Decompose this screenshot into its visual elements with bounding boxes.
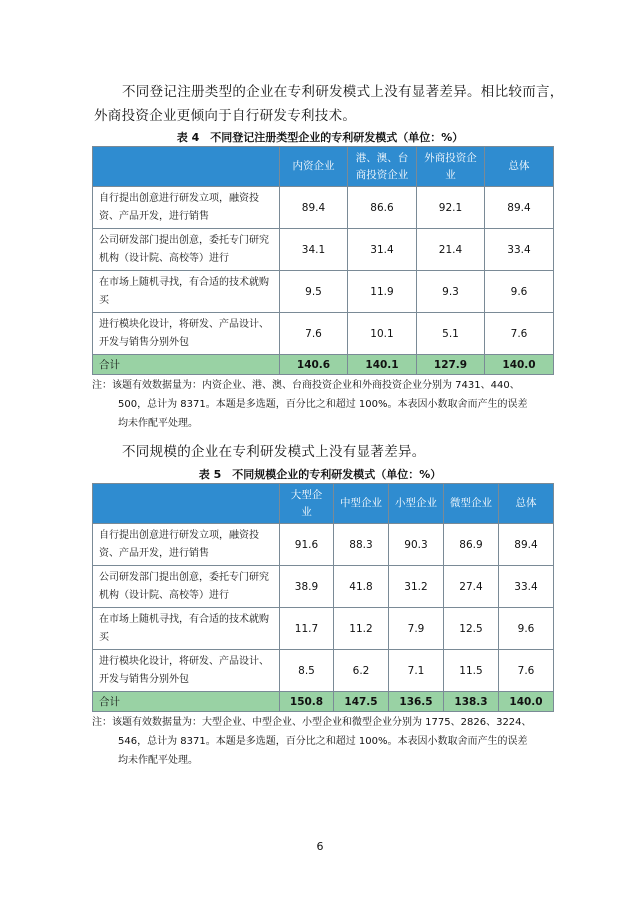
table-row [93,313,554,355]
total-value: 140.0 [485,355,554,375]
cell-value: 7.9 [389,608,444,650]
row-label: 公司研发部门提出创意，委托专门研究机构（设计院、高校等）进行 [93,566,280,608]
total-value: 147.5 [334,692,389,712]
cell-value: 11.2 [334,608,389,650]
table-5 [92,483,554,712]
note-line: 均未作配平处理。 [118,755,198,766]
cell-value: 34.1 [280,229,348,271]
cell-value: 6.2 [334,650,389,692]
cell-value: 91.6 [280,524,334,566]
cell-value: 9.6 [499,608,554,650]
cell-value: 9.5 [280,271,348,313]
total-value: 138.3 [444,692,499,712]
total-row [93,355,554,375]
cell-value: 33.4 [485,229,554,271]
total-value: 140.6 [280,355,348,375]
note-line: 注：该题有效数据量为：大型企业、中型企业、小型企业和微型企业分别为 1775、2826、3224、 [92,717,532,728]
note-line: 均未作配平处理。 [118,418,198,429]
row-label: 在市场上随机寻找，有合适的技术就购买 [93,608,280,650]
table-row [93,566,554,608]
total-value: 136.5 [389,692,444,712]
cell-value: 88.3 [334,524,389,566]
row-label: 自行提出创意进行研发立项，融资投资、产品开发，进行销售 [93,187,280,229]
cell-value: 9.6 [485,271,554,313]
table-row [93,608,554,650]
page-number: 6 [316,840,324,853]
header-cell: 小型企业 [389,484,444,524]
note-line: 注：该题有效数据量为：内资企业、港、澳、台商投资企业和外商投资企业分别为 7431、440、 [92,380,520,391]
table5-note [92,713,557,770]
cell-value: 90.3 [389,524,444,566]
total-label: 合计 [93,692,280,712]
cell-value: 7.6 [499,650,554,692]
cell-value: 89.4 [485,187,554,229]
cell-value: 86.6 [348,187,417,229]
row-label: 自行提出创意进行研发立项，融资投资、产品开发，进行销售 [93,524,280,566]
total-value: 150.8 [280,692,334,712]
row-label: 公司研发部门提出创意，委托专门研究机构（设计院、高校等）进行 [93,229,280,271]
row-label: 进行模块化设计，将研发、产品设计、开发与销售分别外包 [93,650,280,692]
table-row [93,187,554,229]
total-row [93,692,554,712]
header-cell: 总体 [485,147,554,187]
cell-value: 8.5 [280,650,334,692]
row-label: 在市场上随机寻找，有合适的技术就购买 [93,271,280,313]
cell-value: 86.9 [444,524,499,566]
cell-value: 11.9 [348,271,417,313]
table4-note [92,376,557,433]
table-row [93,229,554,271]
total-value: 140.1 [348,355,417,375]
header-cell: 内资企业 [280,147,348,187]
table4-caption: 表 4 不同登记注册类型企业的专利研发模式（单位：%） [176,131,464,144]
row-label: 进行模块化设计，将研发、产品设计、开发与销售分别外包 [93,313,280,355]
table-header-row [93,147,554,187]
cell-value: 7.6 [280,313,348,355]
cell-value: 12.5 [444,608,499,650]
total-value: 127.9 [417,355,485,375]
total-label: 合计 [93,355,280,375]
paragraph-2: 不同规模的企业在专利研发模式上没有显著差异。 [122,444,426,460]
header-cell [93,484,280,524]
note-line: 546，总计为 8371。本题是多选题，百分比之和超过 100%。本表因小数取舍而产生的误差 [118,736,528,747]
table-header-row [93,484,554,524]
cell-value: 38.9 [280,566,334,608]
cell-value: 92.1 [417,187,485,229]
cell-value: 11.7 [280,608,334,650]
header-cell: 港、澳、台商投资企业 [348,147,417,187]
header-cell: 外商投资企业 [417,147,485,187]
cell-value: 89.4 [280,187,348,229]
header-cell: 大型企业 [280,484,334,524]
cell-value: 11.5 [444,650,499,692]
cell-value: 89.4 [499,524,554,566]
cell-value: 7.1 [389,650,444,692]
cell-value: 31.2 [389,566,444,608]
total-value: 140.0 [499,692,554,712]
header-cell: 微型企业 [444,484,499,524]
paragraph-1: 不同登记注册类型的企业在专利研发模式上没有显著差异。相比较而言，外商投资企业更倾向于自行研发专利技术。 [94,84,564,124]
cell-value: 5.1 [417,313,485,355]
cell-value: 10.1 [348,313,417,355]
cell-value: 27.4 [444,566,499,608]
table-row [93,524,554,566]
header-cell: 中型企业 [334,484,389,524]
cell-value: 9.3 [417,271,485,313]
cell-value: 31.4 [348,229,417,271]
table-row [93,271,554,313]
cell-value: 41.8 [334,566,389,608]
header-cell: 总体 [499,484,554,524]
table5-caption: 表 5 不同规模企业的专利研发模式（单位：%） [198,468,442,481]
note-line: 500，总计为 8371。本题是多选题，百分比之和超过 100%。本表因小数取舍而产生的误差 [118,399,528,410]
table-row [93,650,554,692]
header-cell [93,147,280,187]
cell-value: 21.4 [417,229,485,271]
table-4 [92,146,554,375]
cell-value: 7.6 [485,313,554,355]
cell-value: 33.4 [499,566,554,608]
